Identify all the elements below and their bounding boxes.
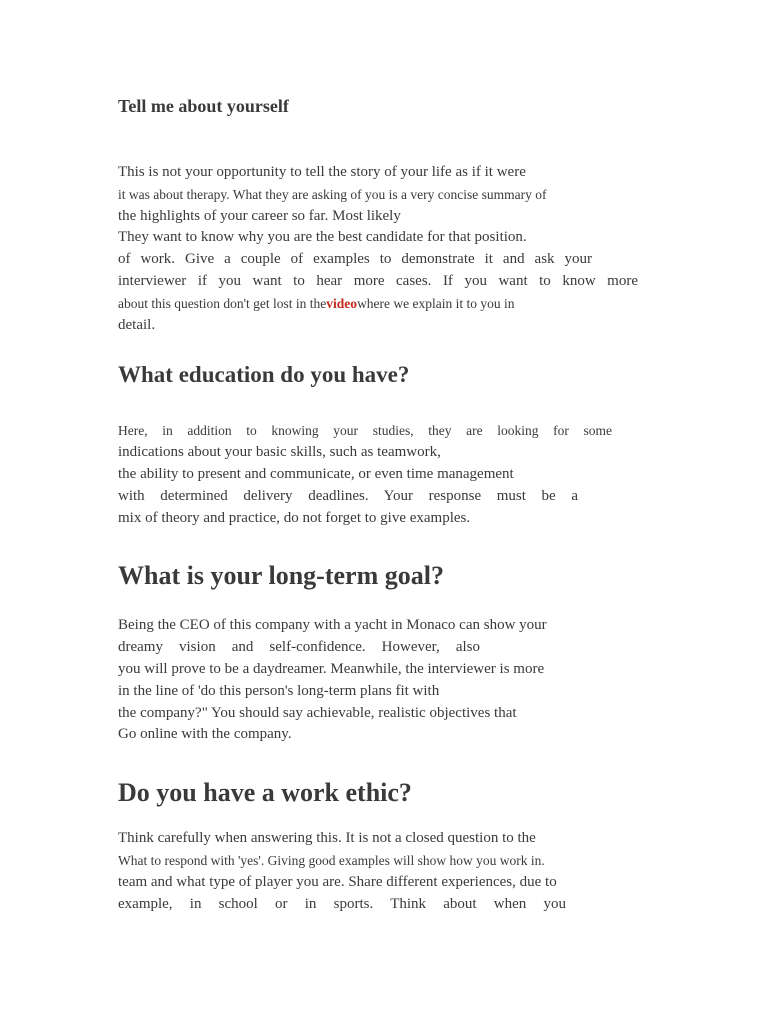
section-body-about-yourself bbox=[118, 162, 638, 336]
paragraph-line: the company?" You should say achievable, realistic objectives that bbox=[118, 704, 517, 721]
paragraph-line: dreamy vision and self-confidence. However, also bbox=[118, 639, 480, 656]
paragraph-line: What to respond with 'yes'. Giving good examples will show how you work in. bbox=[118, 852, 545, 868]
document-content bbox=[118, 94, 638, 915]
paragraph-line: detail. bbox=[118, 316, 156, 333]
paragraph-line: They want to know why you are the best candidate for that position. bbox=[118, 229, 527, 246]
paragraph-line: mix of theory and practice, do not forget to give examples. bbox=[118, 509, 471, 526]
paragraph-line: the highlights of your career so far. Most likely bbox=[118, 207, 401, 224]
section-body-education bbox=[118, 420, 638, 529]
link-line-after: where we explain it to you in bbox=[357, 295, 515, 311]
paragraph-line: you will prove to be a daydreamer. Meanwhile, the interviewer is more bbox=[118, 660, 545, 677]
section-title-about-yourself: Tell me about yourself bbox=[118, 96, 289, 116]
section-title-work-ethic: Do you have a work ethic? bbox=[118, 778, 412, 808]
paragraph-line: team and what type of player you are. Share different experiences, due to bbox=[118, 873, 557, 890]
paragraph-line: example, in school or in sports. Think about when you bbox=[118, 895, 566, 912]
paragraph-line: Go online with the company. bbox=[118, 726, 292, 743]
paragraph-line: indications about your basic skills, such as teamwork, bbox=[118, 444, 441, 461]
paragraph-line: it was about therapy. What they are asking of you is a very concise summary of bbox=[118, 186, 547, 202]
paragraph-line: of work. Give a couple of examples to demonstrate it and ask your bbox=[118, 251, 592, 268]
paragraph-line-with-link bbox=[118, 293, 638, 315]
paragraph-line: Here, in addition to knowing your studies, they are looking for some bbox=[118, 423, 612, 439]
paragraph-line: with determined delivery deadlines. Your response must be a bbox=[118, 487, 578, 504]
paragraph-line: This is not your opportunity to tell the story of your life as if it were bbox=[118, 164, 526, 180]
link-line-before: about this question don't get lost in the bbox=[118, 295, 327, 311]
paragraph-line: the ability to present and communicate, or even time management bbox=[118, 465, 514, 482]
paragraph-line: Being the CEO of this company with a yacht in Monaco can show your bbox=[118, 617, 547, 634]
section-body-long-term-goal bbox=[118, 615, 638, 746]
video-link[interactable]: video bbox=[326, 295, 358, 311]
paragraph-line: in the line of 'do this person's long-term plans fit with bbox=[118, 682, 440, 699]
section-title-education: What education do you have? bbox=[118, 362, 410, 388]
paragraph-line: interviewer if you want to hear more cases. If you want to know more bbox=[118, 272, 638, 289]
section-title-long-term-goal: What is your long-term goal? bbox=[118, 561, 444, 591]
paragraph-line: Think carefully when answering this. It is not a closed question to the bbox=[118, 830, 536, 847]
section-body-work-ethic bbox=[118, 828, 638, 915]
